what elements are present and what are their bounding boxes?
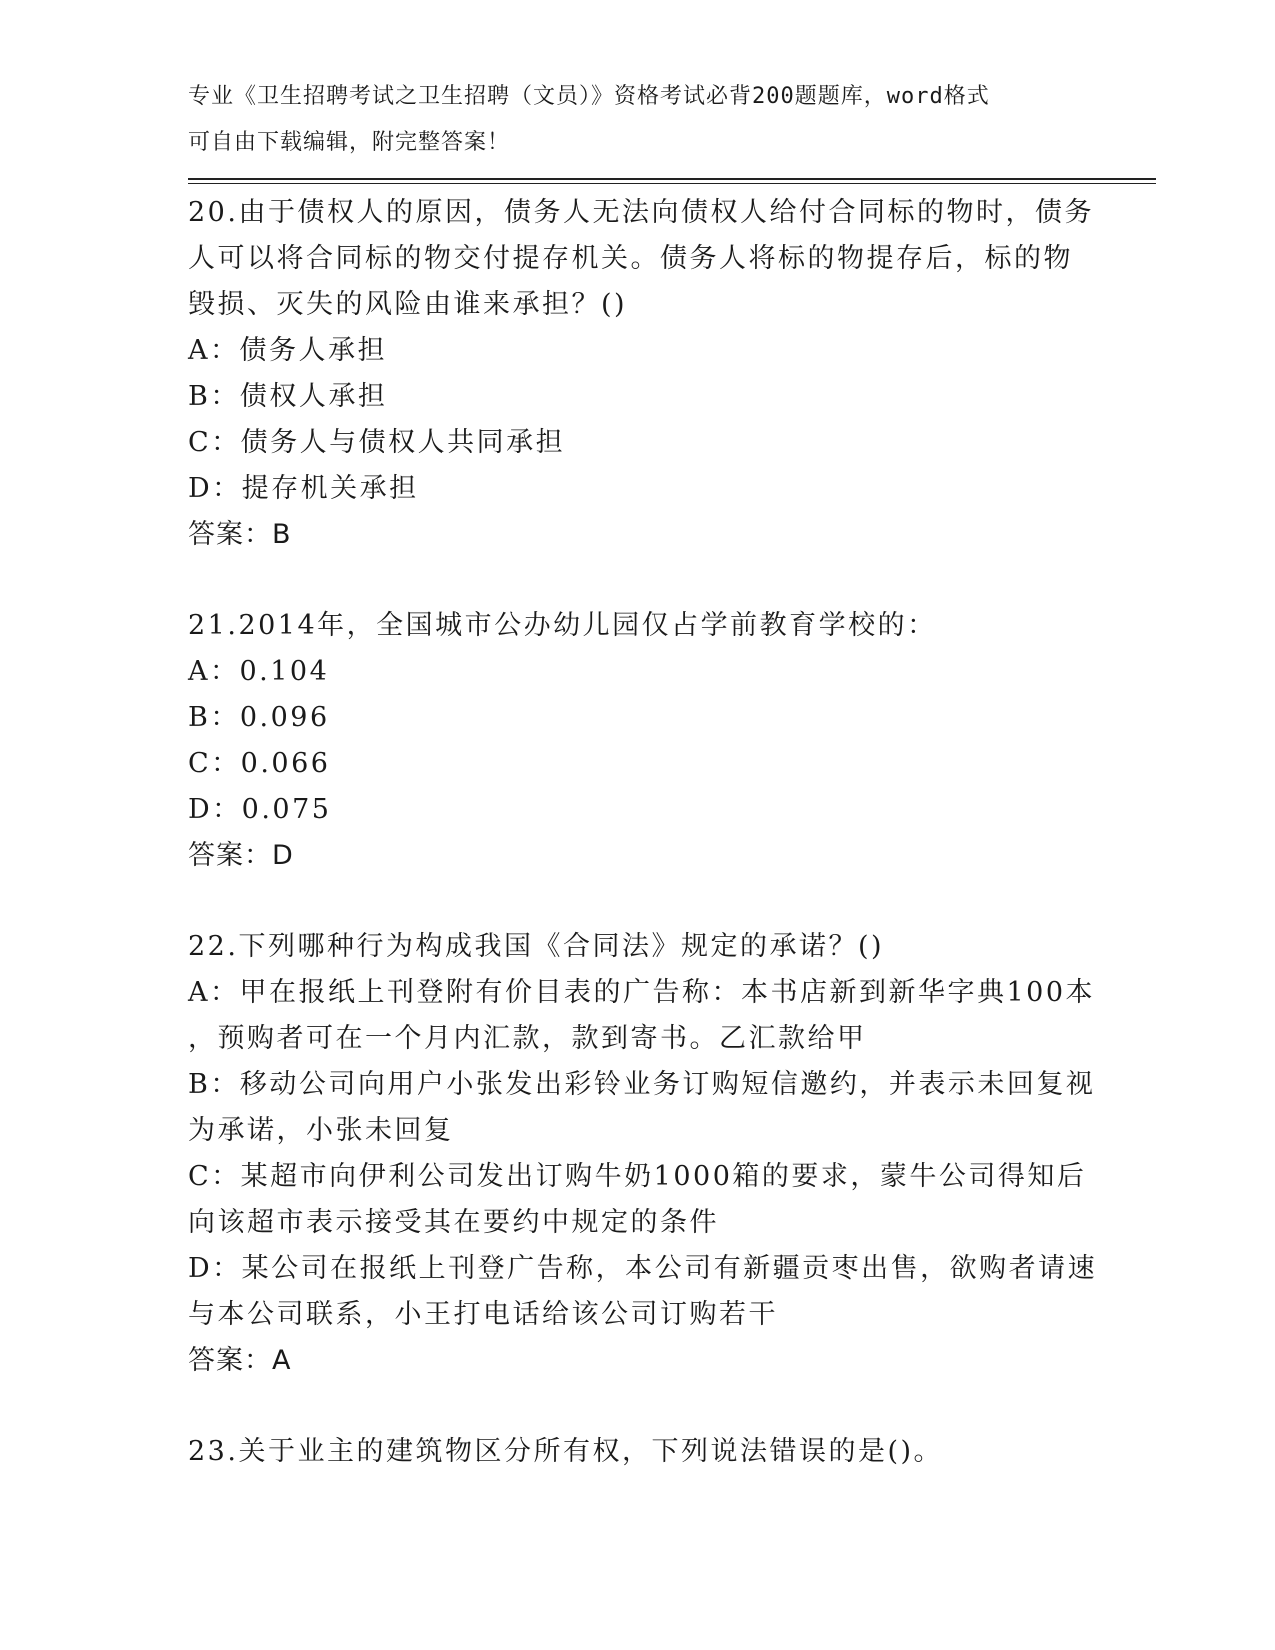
option-d: D：提存机关承担	[188, 473, 419, 504]
option-b: B：债权人承担	[188, 381, 388, 412]
header-line-2: 可自由下载编辑，附完整答案！	[188, 130, 511, 155]
header-divider-thick	[188, 178, 1156, 180]
option-d: D：0.075	[188, 794, 332, 825]
question-22	[188, 924, 1098, 1384]
option-a: A：债务人承担	[188, 335, 387, 366]
question-stem-line: 毁损、灭失的风险由谁来承担？()	[188, 289, 628, 320]
question-stem-line: 21.2014年，全国城市公办幼儿园仅占学前教育学校的：	[188, 610, 937, 641]
question-stem-line: 20.由于债权人的原因，债务人无法向债权人给付合同标的物时，债务	[188, 197, 1094, 228]
answer-label: 答案：A	[188, 1345, 292, 1376]
option-a: A：0.104	[188, 656, 330, 687]
option-b-line-2: 为承诺，小张未回复	[188, 1115, 454, 1146]
option-a-line-1: A：甲在报纸上刊登附有价目表的广告称：本书店新到新华字典100本	[188, 977, 1096, 1008]
option-d-line-1: D：某公司在报纸上刊登广告称，本公司有新疆贡枣出售，欲购者请速	[188, 1253, 1098, 1284]
option-c-line-2: 向该超市表示接受其在要约中规定的条件	[188, 1207, 719, 1238]
question-stem-line: 23.关于业主的建筑物区分所有权，下列说法错误的是()。	[188, 1436, 944, 1467]
question-21	[188, 603, 1088, 879]
document-header	[188, 74, 1088, 166]
answer-label: 答案：B	[188, 519, 292, 550]
option-c: C：0.066	[188, 748, 331, 779]
answer-label: 答案：D	[188, 840, 294, 871]
option-b-line-1: B：移动公司向用户小张发出彩铃业务订购短信邀约，并表示未回复视	[188, 1069, 1096, 1100]
question-spacer	[188, 1384, 1088, 1429]
option-b: B：0.096	[188, 702, 330, 733]
question-20	[188, 190, 1094, 558]
question-spacer	[188, 558, 1088, 603]
question-stem-line: 人可以将合同标的物交付提存机关。债务人将标的物提存后，标的物	[188, 243, 1073, 274]
header-line-1: 专业《卫生招聘考试之卫生招聘（文员）》资格考试必背200题题库，word格式	[188, 84, 990, 109]
question-stem-line: 22.下列哪种行为构成我国《合同法》规定的承诺？()	[188, 931, 885, 962]
option-d-line-2: 与本公司联系，小王打电话给该公司订购若干	[188, 1299, 778, 1330]
option-a-line-2: ，预购者可在一个月内汇款，款到寄书。乙汇款给甲	[188, 1023, 867, 1054]
question-list	[188, 190, 1098, 1475]
option-c: C：债务人与债权人共同承担	[188, 427, 566, 458]
option-c-line-1: C：某超市向伊利公司发出订购牛奶1000箱的要求，蒙牛公司得知后	[188, 1161, 1087, 1192]
header-divider-thin	[188, 183, 1156, 184]
question-spacer	[188, 879, 1088, 924]
question-23	[188, 1429, 1088, 1475]
